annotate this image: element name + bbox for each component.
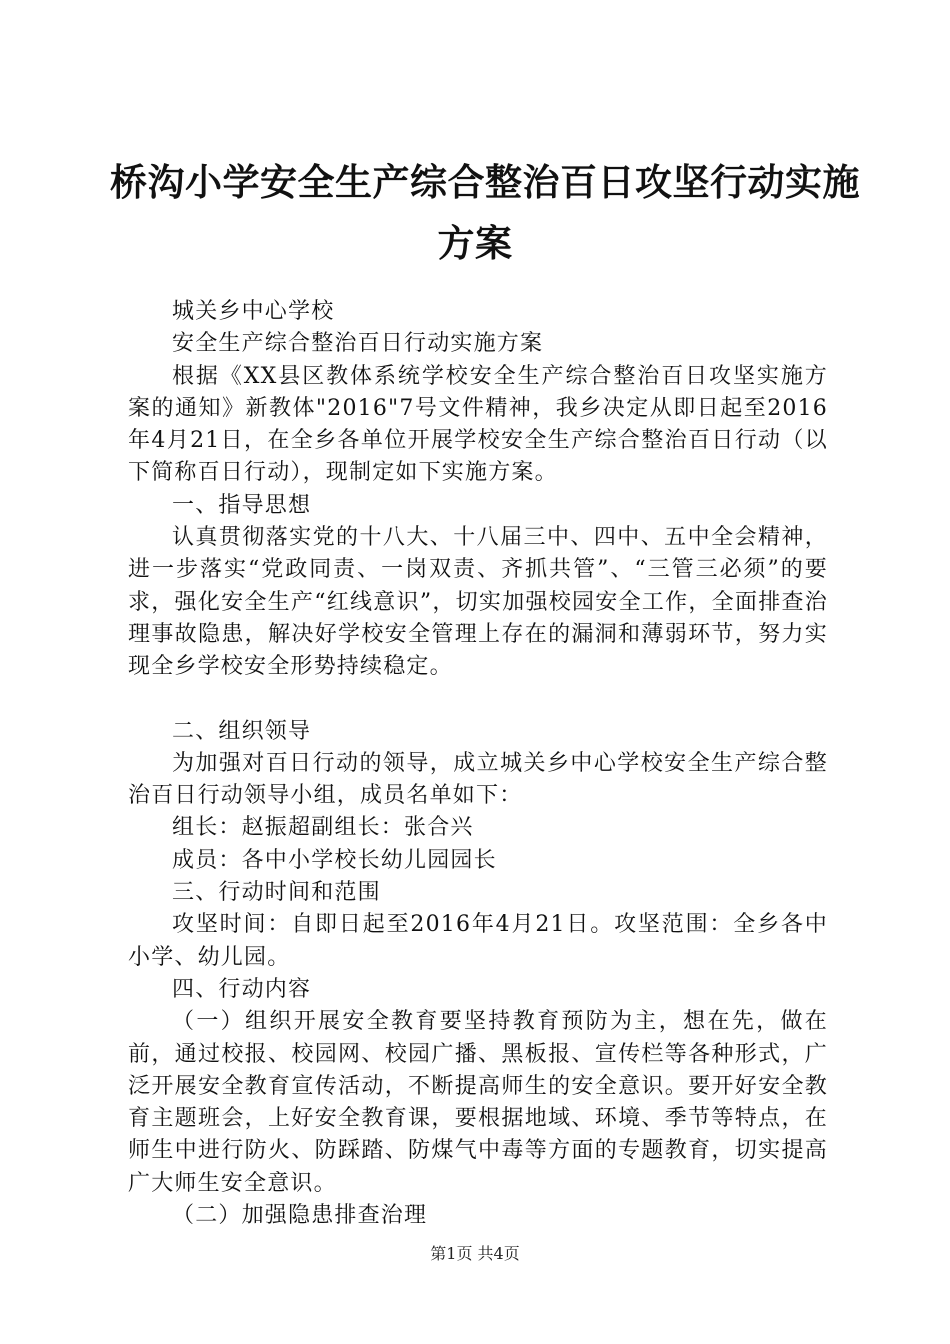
paragraph-leadership: 为加强对百日行动的领导，成立城关乡中心学校安全生产综合整治百日行动领导小组，成员名单如下： — [128, 750, 828, 809]
paragraph-subtitle: 安全生产综合整治百日行动实施方案 — [172, 331, 544, 357]
paragraph-action-1: （一）组织开展安全教育要坚持教育预防为主，想在先，做在前，通过校报、校园网、校园广播、黑板报、宣传栏等各种形式，广泛开展安全教育宣传活动，不断提高师生的安全意识。要开好安全教育主题班会，上好安全教育课，要根据地域、环境、季节等特点，在师生中进行防火、防踩踏、防煤气中毒等方面的专题教育，切实提高广大师生安全意识。 — [128, 1009, 828, 1196]
section-heading-4: 四、行动内容 — [172, 976, 312, 1002]
paragraph-intro: 根据《XX县区教体系统学校安全生产综合整治百日攻坚实施方案的通知》新教体"2016"7号文件精神，我乡决定从即日起至2016年4月21日，在全乡各单位开展学校安全生产综合整治百日行动（以下简称百日行动），现制定如下实施方案。 — [128, 363, 828, 486]
paragraph-guiding-ideas: 认真贯彻落实党的十八大、十八届三中、四中、五中全会精神，进一步落实“党政同责、一岗双责、齐抓共管”、“三管三必须”的要求，强化安全生产“红线意识”，切实加强校园安全工作，全面排查治理事故隐患，解决好学校安全管理上存在的漏洞和薄弱环节，努力实现全乡学校安全形势持续稳定。 — [128, 525, 828, 680]
paragraph-time-scope: 攻坚时间：自即日起至2016年4月21日。攻坚范围：全乡各中小学、幼儿园。 — [128, 912, 828, 970]
paragraph-members: 成员：各中小学校长幼儿园园长 — [172, 847, 497, 873]
paragraph-leaders: 组长：赵振超副组长：张合兴 — [172, 815, 474, 841]
document-body — [128, 296, 828, 1232]
page-number: 第1页 共4页 — [430, 1244, 520, 1263]
section-heading-1: 一、指导思想 — [172, 492, 312, 518]
section-heading-2: 二、组织领导 — [172, 718, 312, 744]
paragraph-issuer: 城关乡中心学校 — [172, 299, 335, 324]
document-title-line-1: 桥沟小学安全生产综合整治百日攻坚行动实施 — [110, 161, 860, 204]
section-heading-3: 三、行动时间和范围 — [172, 880, 381, 906]
document-title-line-2: 方案 — [437, 222, 513, 265]
paragraph-action-2: （二）加强隐患排查治理 — [172, 1203, 428, 1229]
